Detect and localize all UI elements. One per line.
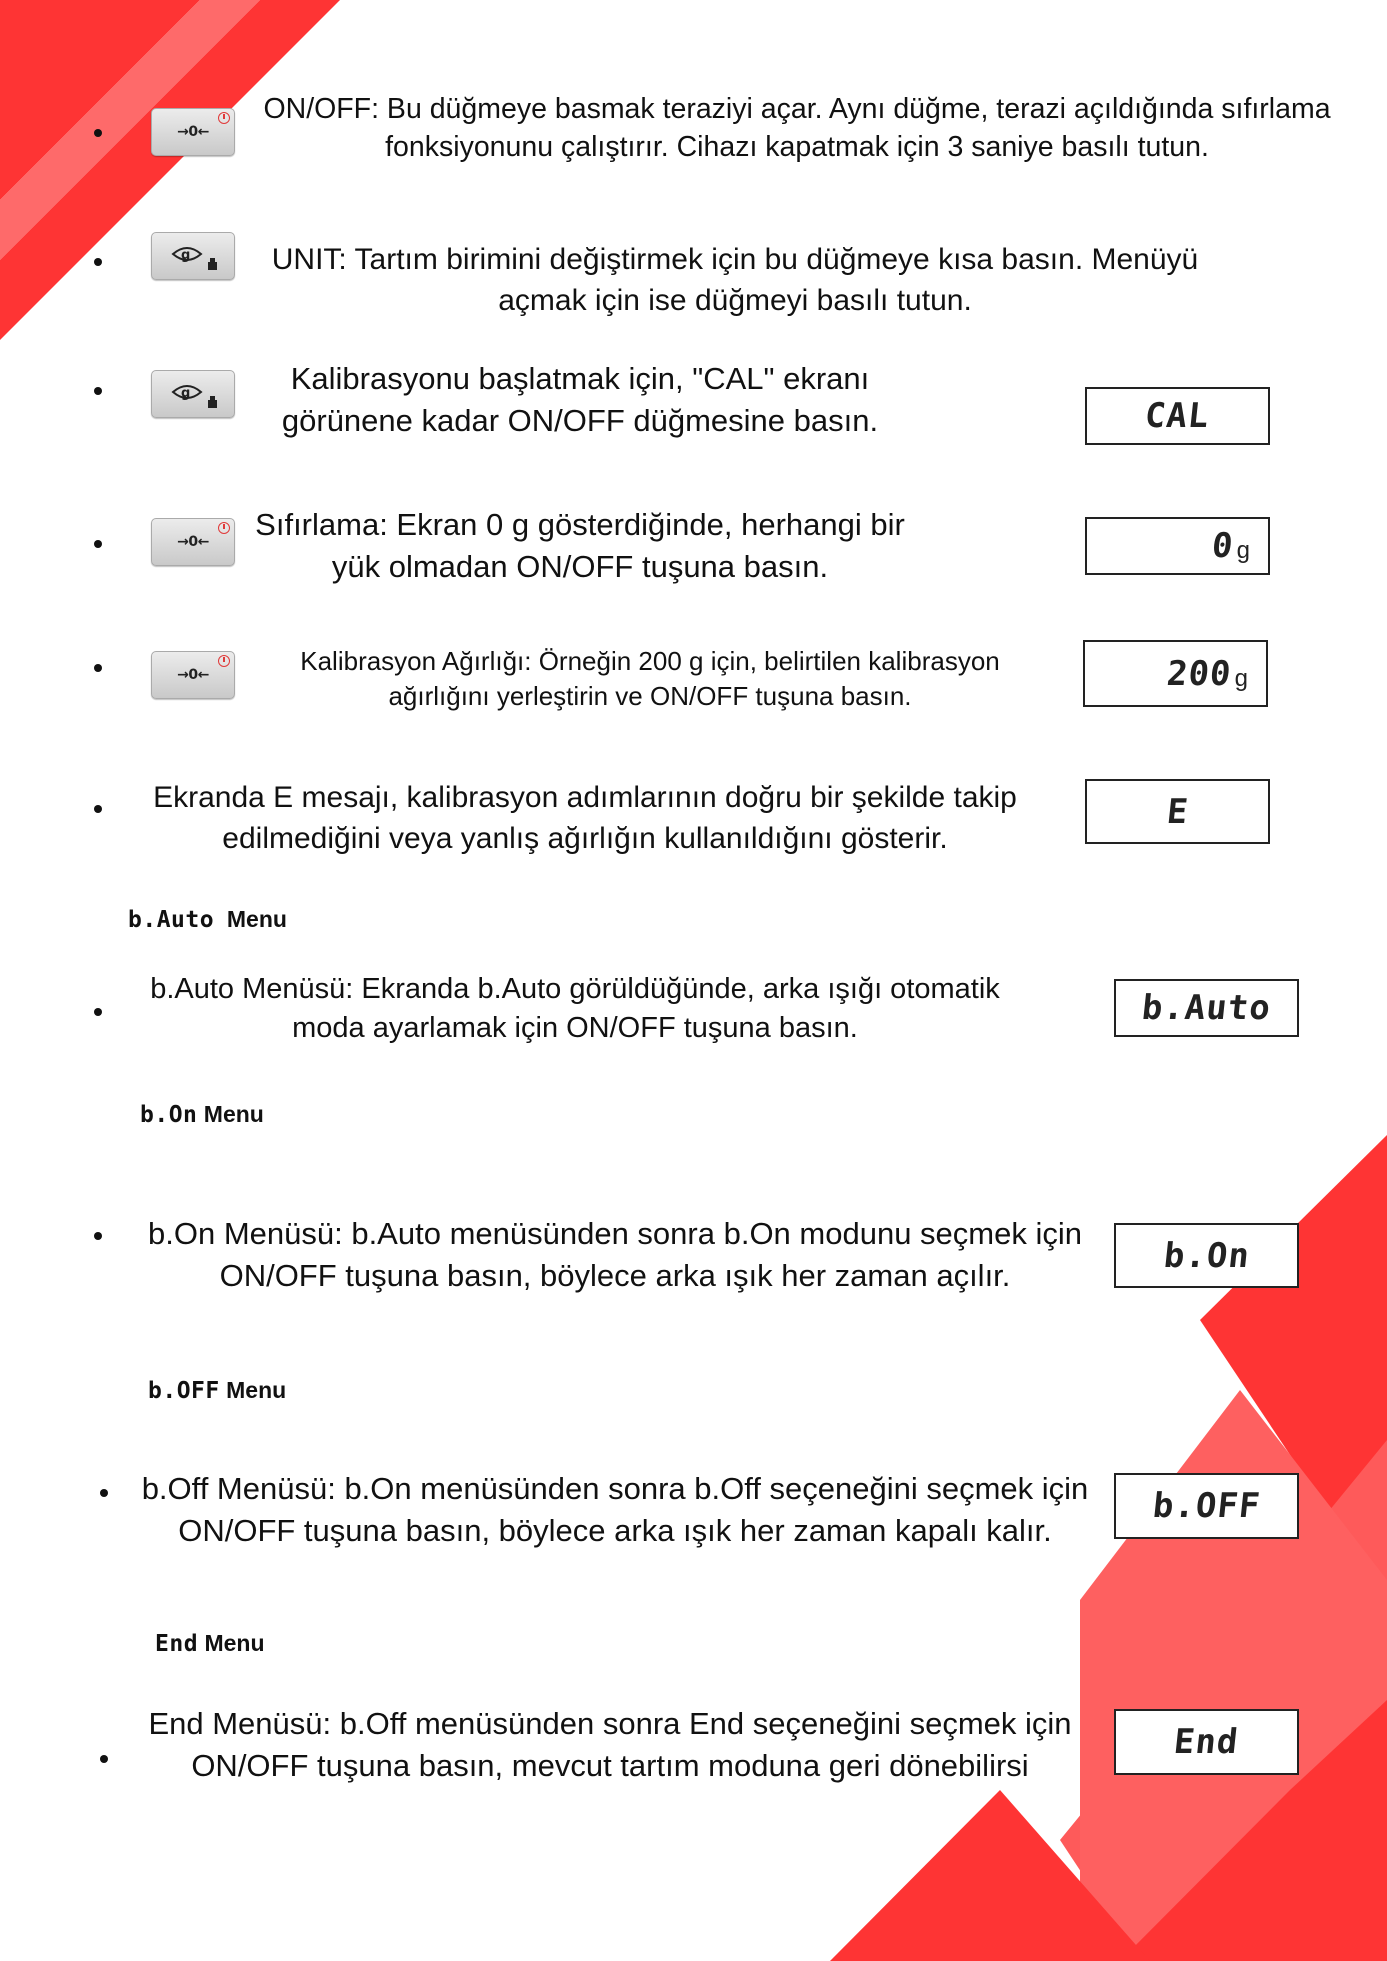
bullet [94, 664, 102, 672]
calibration-start-description: Kalibrasyonu başlatmak için, "CAL" ekranı görünene kadar ON/OFF düğmesine basın. [281, 361, 879, 438]
weight-icon [165, 238, 221, 274]
lcd-display-zero: 0 g [1085, 517, 1270, 575]
zero-button-icon: →0← [151, 518, 235, 566]
lcd-display-cal: CAL [1085, 387, 1270, 445]
svg-text:g: g [181, 248, 191, 263]
bauto-description: b.Auto Menüsü: Ekranda b.Auto görüldüğünde, arka ışığı otomatik moda ayarlamak için ON/OFF tuşuna basın. [150, 973, 1000, 1045]
boff-description: b.Off Menüsü: b.On menüsünden sonra b.Off seçeneğini seçmek için ON/OFF tuşuna basın, böylece arka ışık her zaman kapalı kalır. [141, 1471, 1089, 1548]
unit-description: UNIT: Tartım birimini değiştirmek için bu düğmeye kısa basın. Menüyü açmak için ise düğmeyi basılı tutun. [271, 243, 1199, 317]
end-menu-heading: End Menu [155, 1630, 265, 1657]
lcd-display-bon: b.On [1114, 1223, 1299, 1288]
lcd-display-bauto: b.Auto [1114, 979, 1299, 1037]
lcd-display-e: E [1085, 779, 1270, 844]
boff-menu-heading: b.OFF Menu [148, 1377, 287, 1404]
unit-button-icon [151, 232, 235, 280]
bauto-menu-heading: b.Auto Menu [128, 906, 287, 933]
error-description: Ekranda E mesajı, kalibrasyon adımlarının doğru bir şekilde takip edilmediğini veya yanlış ağırlığın kullanıldığını gösterir. [153, 781, 1017, 855]
calibration-weight-description: Kalibrasyon Ağırlığı: Örneğin 200 g için, belirtilen kalibrasyon ağırlığını yerleştirin ve ON/OFF tuşuna basın. [300, 646, 1000, 712]
power-icon [218, 112, 230, 124]
bullet [94, 129, 102, 137]
bullet [100, 1755, 108, 1763]
bullet [94, 805, 102, 813]
power-icon [218, 522, 230, 534]
svg-text:g: g [181, 386, 191, 401]
bon-menu-heading: b.On Menu [140, 1101, 264, 1128]
lcd-display-200: 200 g [1083, 640, 1268, 707]
unit-button-icon [151, 370, 235, 418]
end-description: End Menüsü: b.Off menüsünden sonra End seçeneğini seçmek için ON/OFF tuşuna basın, mevcut tartım moduna geri dönebilirsi [148, 1706, 1072, 1783]
zero-button-icon: →0← [151, 651, 235, 699]
onoff-description: ON/OFF: Bu düğmeye basmak teraziyi açar. Aynı düğme, terazi açıldığında sıfırlama fonksiyonunu çalıştırır. Cihazı kapatmak için 3 saniye basılı tutun. [263, 93, 1331, 164]
zeroing-description: Sıfırlama: Ekran 0 g gösterdiğinde, herhangi bir yük olmadan ON/OFF tuşuna basın. [255, 507, 905, 584]
lcd-display-end: End [1114, 1709, 1299, 1775]
bullet [94, 1232, 102, 1240]
weight-icon [165, 376, 221, 412]
bullet [94, 540, 102, 548]
zero-button-icon: →0← [151, 108, 235, 156]
power-icon [218, 655, 230, 667]
bon-description: b.On Menüsü: b.Auto menüsünden sonra b.On modunu seçmek için ON/OFF tuşuna basın, böylece arka ışık her zaman açılır. [148, 1216, 1082, 1293]
bullet [94, 1008, 102, 1016]
bullet [100, 1489, 108, 1497]
bullet [94, 387, 102, 395]
lcd-display-boff: b.OFF [1114, 1473, 1299, 1539]
bullet [94, 258, 102, 266]
